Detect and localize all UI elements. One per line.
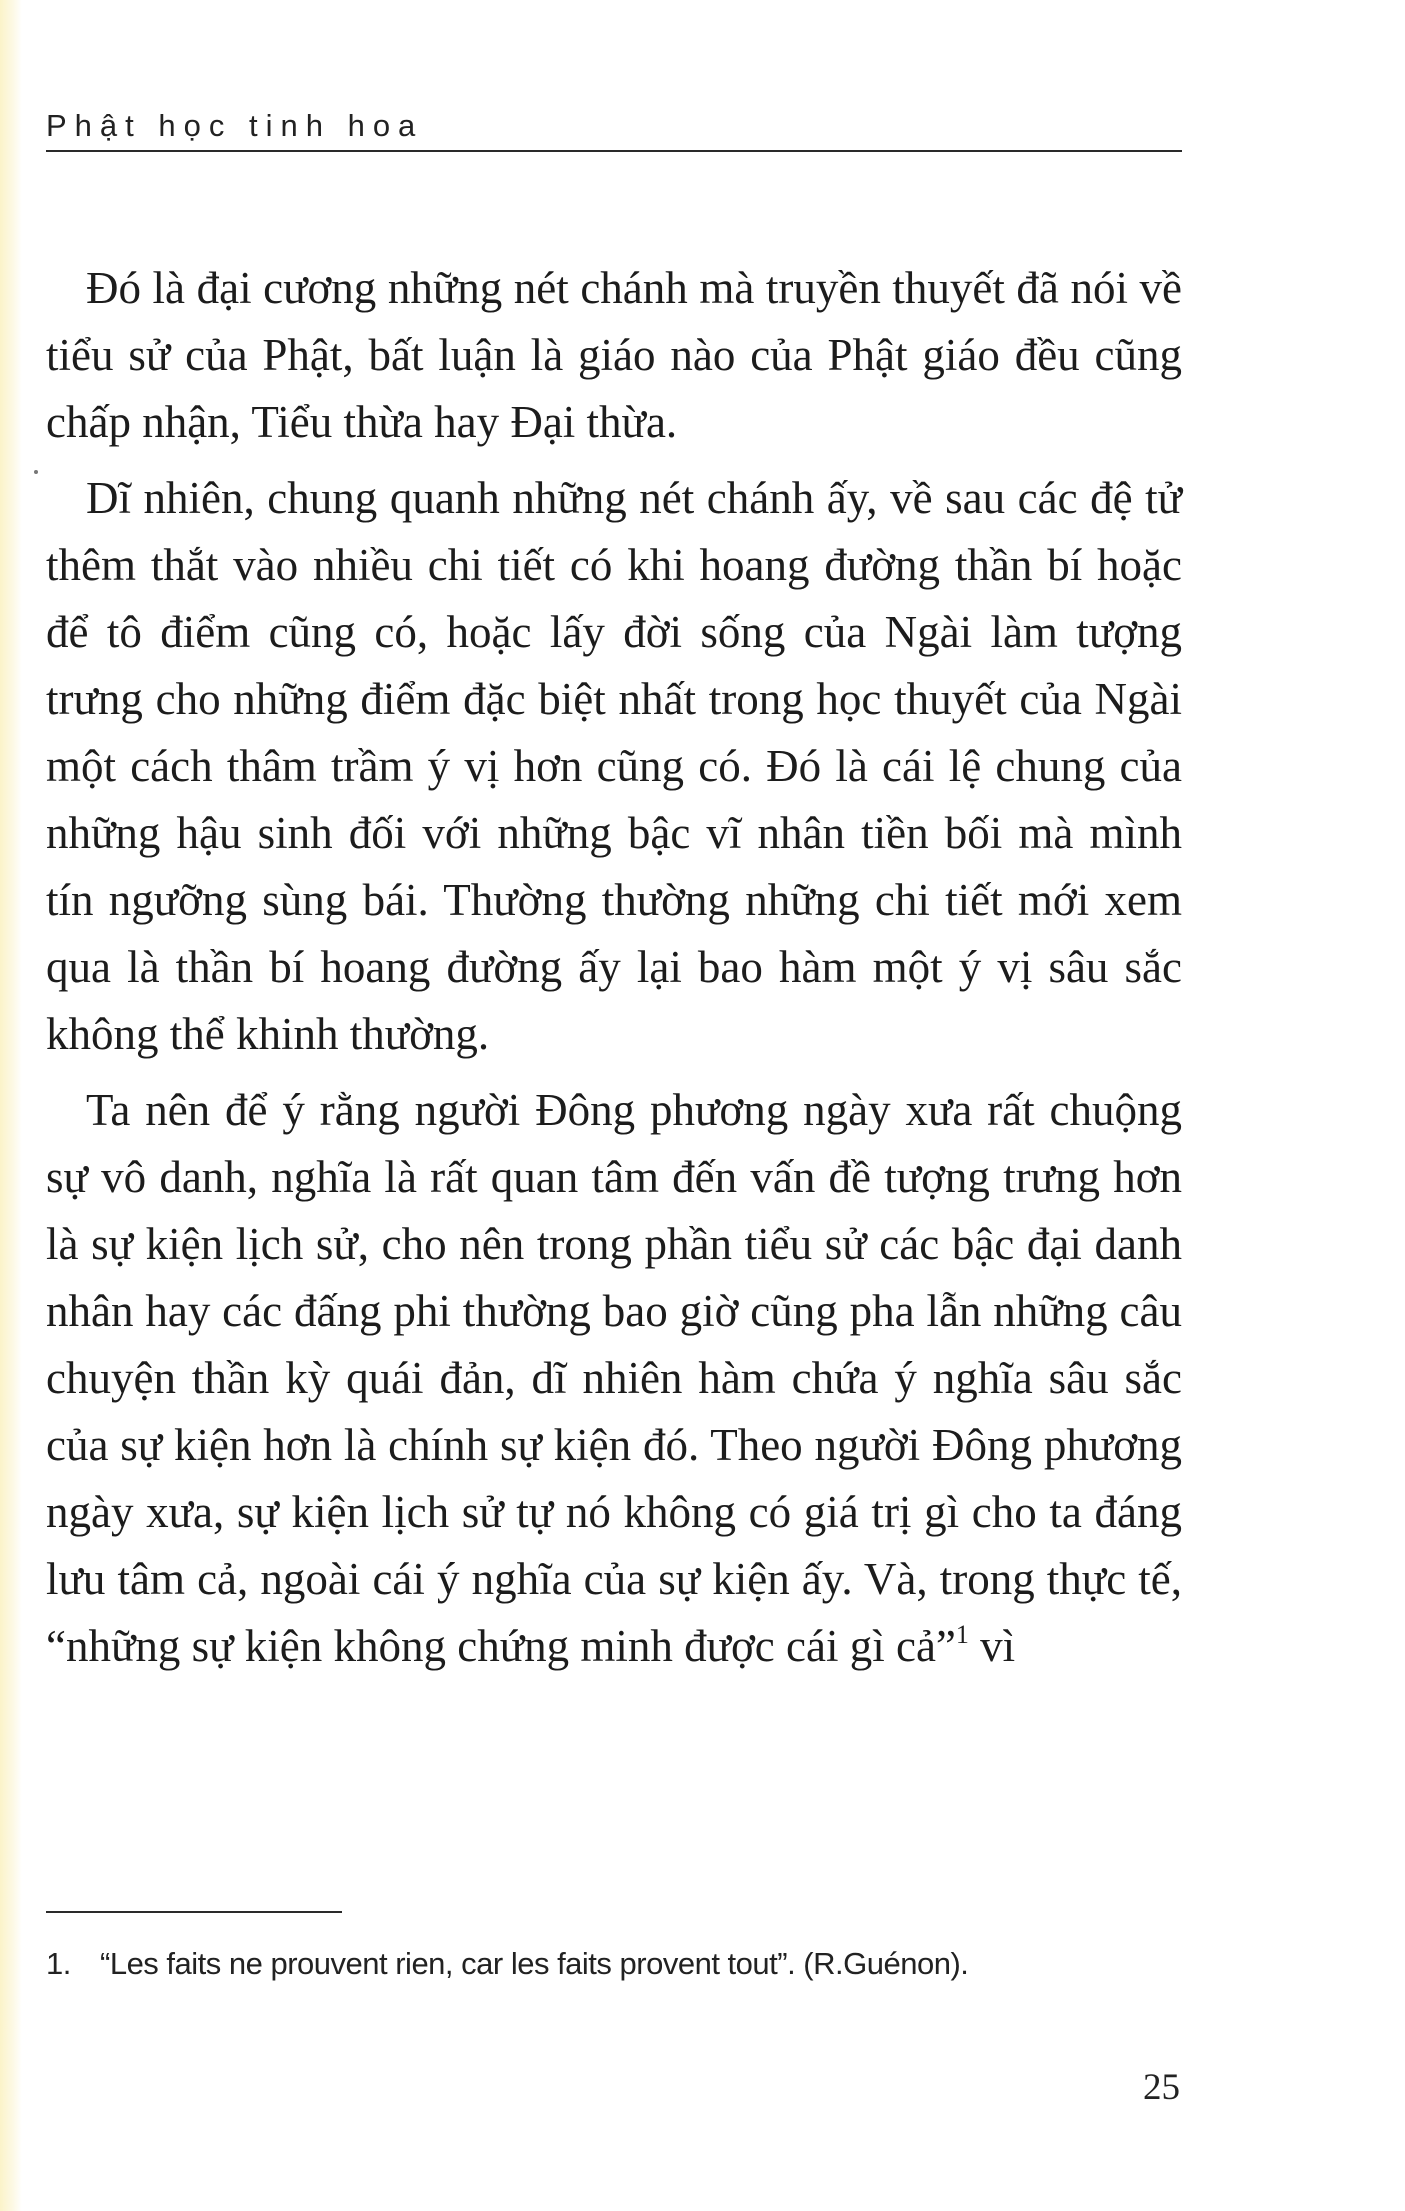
body-text [46,255,1182,1689]
footnote-rule [46,1911,342,1913]
print-speck [34,470,38,474]
paragraph-text: Ta nên để ý rằng người Đông phương ngày xưa rất chuộng sự vô danh, nghĩa là rất quan tâm đến vấn đề tượng trưng hơn là sự kiện lịch sử, cho nên trong phần tiểu sử các bậc đại danh nhân hay các đấng phi thường bao giờ cũng pha lẫn những câu chuyện thần kỳ quái đản, dĩ nhiên hàm chứa ý nghĩa sâu sắc của sự kiện hơn là chính sự kiện đó. Theo người Đông phương ngày xưa, sự kiện lịch sử tự nó không có giá trị gì cho ta đáng lưu tâm cả, ngoài cái ý nghĩa của sự kiện ấy. Và, trong thực tế, “những sự kiện không chứng minh được cái gì cả” [46,1085,1182,1671]
running-head: Phật học tinh hoa [46,108,424,143]
footnote-reference: 1 [955,1620,969,1649]
paragraph [46,1077,1182,1680]
footnote [46,1946,968,1982]
paragraph: Dĩ nhiên, chung quanh những nét chánh ấy, về sau các đệ tử thêm thắt vào nhiều chi tiết có khi hoang đường thần bí hoặc để tô điểm cũng có, hoặc lấy đời sống của Ngài làm tượng trưng cho những điểm đặc biệt nhất trong học thuyết của Ngài một cách thâm trầm ý vị hơn cũng có. Đó là cái lệ chung của những hậu sinh đối với những bậc vĩ nhân tiền bối mà mình tín ngưỡng sùng bái. Thường thường những chi tiết mới xem qua là thần bí hoang đường ấy lại bao hàm một ý vị sâu sắc không thể khinh thường. [46,473,1182,1059]
header-rule [46,150,1182,152]
page-spine-edge [0,0,22,2211]
footnote-number: 1. [46,1946,71,1981]
paragraph: Đó là đại cương những nét chánh mà truyền thuyết đã nói về tiểu sử của Phật, bất luận là giáo nào của Phật giáo đều cũng chấp nhận, Tiểu thừa hay Đại thừa. [46,263,1182,447]
page-number: 25 [1143,2067,1180,2108]
footnote-text: “Les faits ne prouvent rien, car les faits provent tout”. (R.Guénon). [100,1946,969,1981]
paragraph-tail: vì [968,1621,1016,1671]
